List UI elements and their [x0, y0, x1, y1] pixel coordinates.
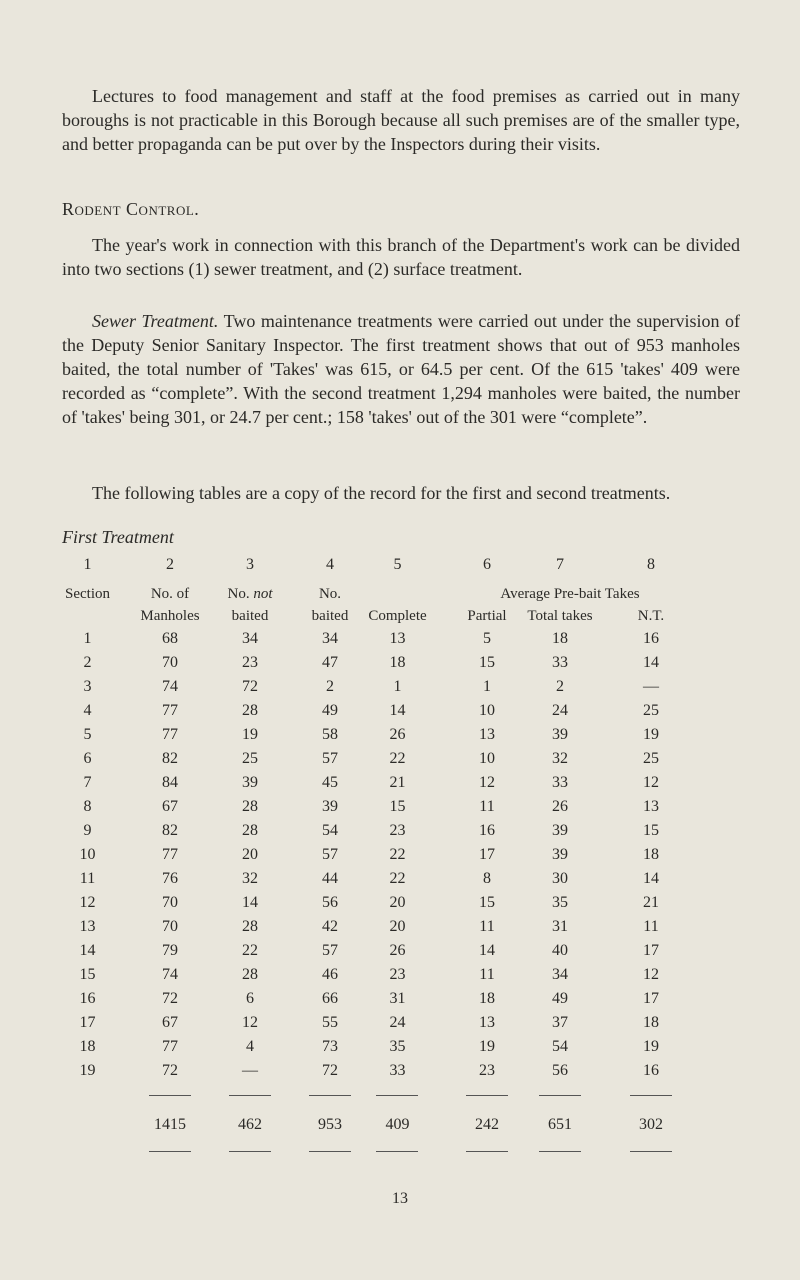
cell-baited: 42 — [322, 918, 338, 935]
cell-section: 9 — [83, 822, 92, 839]
cell-not-baited: 19 — [242, 726, 258, 743]
cell-partial: 19 — [479, 1038, 495, 1055]
cell-total-takes: 33 — [552, 774, 568, 791]
cell-partial: 15 — [479, 894, 495, 911]
cell-complete: 20 — [389, 894, 406, 911]
cell-total-takes: 49 — [552, 990, 568, 1007]
cell-partial: 10 — [479, 750, 495, 767]
cell-partial: 13 — [479, 726, 495, 743]
header-not-baited: baited — [231, 608, 269, 624]
column-rule — [309, 1151, 351, 1152]
first-treatment-table — [55, 553, 745, 1167]
column-rule — [466, 1095, 508, 1096]
header-row-bottom — [55, 605, 745, 627]
cell-section: 1 — [83, 630, 92, 647]
cell-manholes: 70 — [162, 918, 178, 935]
cell-nt: 13 — [643, 798, 659, 815]
sewer-treatment-text: Two maintenance treatments were carried out under the supervision of the Deputy Senior Sanitary Inspector. The first treatment shows that out of 953 manholes baited, the total number of 'Takes' was 615, or 64.5 per cent. Of the 615 'takes' 409 were recorded as “complete”. With the second treatment 1,294 manholes were baited, the number of 'takes' being 301, or 24.7 per cent.; 158 'takes' out of the 301 were “complete”. — [62, 311, 740, 427]
cell-manholes: 74 — [162, 966, 178, 983]
cell-not-baited: 32 — [242, 870, 258, 887]
header-row-top — [55, 583, 745, 605]
cell-complete: 15 — [389, 798, 406, 815]
cell-total-takes: 39 — [552, 846, 568, 863]
column-rule — [376, 1151, 418, 1152]
header-baited: baited — [311, 608, 349, 624]
header-not-baited-not: not — [253, 586, 273, 602]
cell-baited: 45 — [322, 774, 338, 791]
cell-section: 10 — [79, 846, 96, 863]
cell-total-takes: 32 — [552, 750, 568, 767]
header-baited-top: No. — [318, 586, 342, 602]
cell-section: 15 — [79, 966, 96, 983]
cell-not-baited: 12 — [242, 1014, 258, 1031]
cell-manholes: 77 — [162, 702, 178, 719]
table-row — [55, 675, 745, 699]
cell-not-baited: — — [242, 1062, 258, 1079]
cell-partial: 11 — [479, 918, 495, 935]
total-baited: 953 — [318, 1116, 342, 1133]
cell-complete: 22 — [389, 750, 406, 767]
cell-total-takes: 24 — [552, 702, 568, 719]
cell-nt: 12 — [643, 774, 659, 791]
header-partial: Partial — [467, 608, 507, 624]
header-average-prebait-takes: Average Pre-bait Takes — [500, 586, 640, 602]
cell-manholes: 77 — [162, 1038, 178, 1055]
table-row — [55, 651, 745, 675]
paragraph-years-work: The year's work in connection with this branch of the Department's work can be divided into two sections (1) sewer treatment, and (2) surface treatment. — [62, 235, 740, 279]
table-row — [55, 867, 745, 891]
cell-complete: 31 — [389, 990, 406, 1007]
cell-baited: 54 — [322, 822, 338, 839]
cell-partial: 11 — [479, 798, 495, 815]
cell-section: 8 — [83, 798, 92, 815]
cell-partial: 14 — [479, 942, 495, 959]
cell-not-baited: 20 — [242, 846, 258, 863]
cell-section: 5 — [83, 726, 92, 743]
cell-manholes: 74 — [162, 678, 178, 695]
cell-partial: 15 — [479, 654, 495, 671]
cell-partial: 16 — [479, 822, 495, 839]
cell-manholes: 77 — [162, 846, 178, 863]
cell-complete: 26 — [389, 726, 406, 743]
cell-not-baited: 28 — [242, 966, 258, 983]
header-section: Section — [65, 586, 110, 602]
header-not-baited-no: No. — [227, 586, 250, 602]
cell-not-baited: 4 — [246, 1038, 254, 1055]
cell-not-baited: 28 — [242, 702, 258, 719]
column-number-row — [55, 553, 745, 583]
column-rule — [630, 1095, 672, 1096]
cell-nt: 18 — [643, 1014, 659, 1031]
header-manholes-top: No. of — [150, 586, 190, 602]
table-row — [55, 987, 745, 1011]
total-partial: 242 — [475, 1116, 499, 1133]
cell-nt: 25 — [643, 750, 659, 767]
column-rule — [309, 1095, 351, 1096]
cell-nt: 14 — [643, 870, 659, 887]
cell-nt: 21 — [643, 894, 659, 911]
cell-section: 6 — [83, 750, 92, 767]
cell-nt: 19 — [643, 726, 659, 743]
column-number-8: 8 — [647, 556, 655, 573]
cell-complete: 26 — [389, 942, 406, 959]
total-manholes: 1415 — [154, 1116, 186, 1133]
cell-baited: 57 — [322, 942, 338, 959]
column-rule — [229, 1151, 271, 1152]
cell-complete: 18 — [389, 654, 406, 671]
section-heading-rodent-control: Rodent Control. — [62, 199, 200, 219]
table-body — [55, 627, 745, 1083]
cell-manholes: 67 — [162, 798, 178, 815]
cell-baited: 72 — [322, 1062, 338, 1079]
cell-not-baited: 25 — [242, 750, 258, 767]
column-number-6: 6 — [483, 556, 491, 573]
cell-section: 19 — [79, 1062, 96, 1079]
cell-not-baited: 28 — [242, 798, 258, 815]
table-row — [55, 819, 745, 843]
column-rule — [149, 1151, 191, 1152]
cell-nt: 12 — [643, 966, 659, 983]
total-not-baited: 462 — [238, 1116, 262, 1133]
cell-section: 11 — [79, 870, 96, 887]
cell-manholes: 67 — [162, 1014, 178, 1031]
table-row — [55, 771, 745, 795]
table-row — [55, 627, 745, 651]
column-rule — [539, 1151, 581, 1152]
cell-nt: 18 — [643, 846, 659, 863]
totals-row — [55, 1111, 745, 1139]
sewer-treatment-lead: Sewer Treatment. — [92, 311, 219, 331]
cell-section: 17 — [79, 1014, 96, 1031]
column-rule — [630, 1151, 672, 1152]
header-nt: N.T. — [637, 608, 665, 624]
cell-total-takes: 33 — [552, 654, 568, 671]
cell-baited: 57 — [322, 846, 338, 863]
cell-manholes: 72 — [162, 1062, 178, 1079]
column-rule — [376, 1095, 418, 1096]
cell-partial: 8 — [483, 870, 491, 887]
cell-section: 7 — [83, 774, 92, 791]
cell-complete: 33 — [389, 1062, 406, 1079]
page-number: 13 — [392, 1190, 408, 1207]
cell-not-baited: 22 — [242, 942, 258, 959]
cell-baited: 73 — [322, 1038, 338, 1055]
cell-baited: 2 — [326, 678, 334, 695]
cell-not-baited: 6 — [246, 990, 254, 1007]
cell-total-takes: 18 — [552, 630, 568, 647]
cell-total-takes: 37 — [552, 1014, 568, 1031]
cell-baited: 34 — [322, 630, 338, 647]
cell-partial: 5 — [483, 630, 491, 647]
total-nt: 302 — [639, 1116, 663, 1133]
cell-manholes: 72 — [162, 990, 178, 1007]
cell-baited: 49 — [322, 702, 338, 719]
header-complete: Complete — [368, 608, 427, 624]
table-row — [55, 915, 745, 939]
column-rule — [149, 1095, 191, 1096]
cell-nt: 11 — [643, 918, 659, 935]
cell-section: 18 — [79, 1038, 96, 1055]
cell-partial: 10 — [479, 702, 495, 719]
cell-nt: — — [643, 678, 659, 695]
header-manholes: Manholes — [140, 608, 200, 624]
cell-manholes: 79 — [162, 942, 178, 959]
cell-baited: 58 — [322, 726, 338, 743]
cell-total-takes: 39 — [552, 822, 568, 839]
cell-section: 14 — [79, 942, 96, 959]
cell-baited: 46 — [322, 966, 338, 983]
cell-complete: 1 — [393, 678, 402, 695]
cell-complete: 35 — [389, 1038, 406, 1055]
table-row — [55, 795, 745, 819]
cell-section: 16 — [79, 990, 96, 1007]
total-total-takes: 651 — [548, 1116, 572, 1133]
cell-manholes: 82 — [162, 750, 178, 767]
cell-nt: 16 — [643, 630, 659, 647]
paragraph-lectures: Lectures to food management and staff at the food premises as carried out in many boroughs is not practicable in this Borough because all such premises are of the smaller type, and better propaganda can be put over by the Inspectors during their visits. — [62, 86, 740, 154]
cell-complete: 23 — [389, 822, 406, 839]
cell-partial: 23 — [479, 1062, 495, 1079]
table-caption: First Treatment — [62, 527, 174, 547]
header-total-takes: Total takes — [527, 608, 593, 624]
column-number-5: 5 — [393, 556, 402, 573]
cell-section: 12 — [79, 894, 96, 911]
cell-total-takes: 35 — [552, 894, 568, 911]
column-number-1: 1 — [83, 556, 92, 573]
cell-partial: 18 — [479, 990, 495, 1007]
cell-partial: 17 — [479, 846, 495, 863]
cell-nt: 16 — [643, 1062, 659, 1079]
cell-total-takes: 56 — [552, 1062, 568, 1079]
table-row — [55, 1011, 745, 1035]
table-row — [55, 723, 745, 747]
cell-complete: 14 — [389, 702, 406, 719]
table-row — [55, 1059, 745, 1083]
paragraph-following-tables: The following tables are a copy of the record for the first and second treatments. — [92, 483, 671, 503]
cell-not-baited: 14 — [242, 894, 258, 911]
cell-baited: 44 — [322, 870, 338, 887]
cell-complete: 20 — [389, 918, 406, 935]
cell-total-takes: 34 — [552, 966, 568, 983]
cell-not-baited: 28 — [242, 822, 258, 839]
column-rule — [466, 1151, 508, 1152]
cell-partial: 12 — [479, 774, 495, 791]
cell-nt: 19 — [643, 1038, 659, 1055]
paragraph-sewer-treatment — [62, 309, 740, 429]
cell-not-baited: 39 — [242, 774, 258, 791]
cell-manholes: 68 — [162, 630, 178, 647]
cell-section: 4 — [83, 702, 92, 719]
table-row — [55, 891, 745, 915]
cell-total-takes: 39 — [552, 726, 568, 743]
totals-rule-bottom — [55, 1139, 745, 1167]
table-row — [55, 747, 745, 771]
cell-nt: 17 — [643, 990, 659, 1007]
cell-not-baited: 34 — [242, 630, 258, 647]
cell-complete: 22 — [389, 846, 406, 863]
cell-total-takes: 31 — [552, 918, 568, 935]
cell-complete: 24 — [389, 1014, 406, 1031]
cell-baited: 57 — [322, 750, 338, 767]
column-number-7: 7 — [556, 556, 564, 573]
table-row — [55, 843, 745, 867]
cell-section: 13 — [79, 918, 96, 935]
cell-section: 3 — [83, 678, 92, 695]
cell-baited: 47 — [322, 654, 338, 671]
column-rule — [229, 1095, 271, 1096]
table-row — [55, 963, 745, 987]
cell-manholes: 70 — [162, 654, 178, 671]
table-row — [55, 1035, 745, 1059]
cell-manholes: 84 — [162, 774, 178, 791]
cell-partial: 1 — [483, 678, 491, 695]
cell-nt: 14 — [643, 654, 659, 671]
cell-manholes: 82 — [162, 822, 178, 839]
cell-partial: 11 — [479, 966, 495, 983]
cell-not-baited: 72 — [242, 678, 258, 695]
cell-partial: 13 — [479, 1014, 495, 1031]
column-rule — [539, 1095, 581, 1096]
cell-complete: 23 — [389, 966, 406, 983]
cell-total-takes: 54 — [552, 1038, 568, 1055]
column-number-4: 4 — [326, 556, 334, 573]
total-complete: 409 — [385, 1116, 410, 1133]
cell-total-takes: 40 — [552, 942, 568, 959]
cell-manholes: 76 — [162, 870, 178, 887]
cell-not-baited: 28 — [242, 918, 258, 935]
table-row — [55, 939, 745, 963]
cell-not-baited: 23 — [242, 654, 258, 671]
column-number-2: 2 — [166, 556, 174, 573]
cell-complete: 22 — [389, 870, 406, 887]
cell-baited: 66 — [322, 990, 338, 1007]
totals-rule-top — [55, 1083, 745, 1111]
column-number-3: 3 — [246, 556, 254, 573]
cell-manholes: 77 — [162, 726, 178, 743]
cell-baited: 39 — [322, 798, 338, 815]
table-row — [55, 699, 745, 723]
cell-total-takes: 30 — [552, 870, 568, 887]
cell-section: 2 — [83, 654, 92, 671]
cell-nt: 15 — [643, 822, 659, 839]
cell-total-takes: 2 — [556, 678, 564, 695]
cell-complete: 13 — [389, 630, 406, 647]
cell-complete: 21 — [389, 774, 406, 791]
cell-total-takes: 26 — [552, 798, 568, 815]
cell-manholes: 70 — [162, 894, 178, 911]
cell-nt: 25 — [643, 702, 659, 719]
cell-nt: 17 — [643, 942, 659, 959]
cell-baited: 55 — [322, 1014, 338, 1031]
cell-baited: 56 — [322, 894, 338, 911]
